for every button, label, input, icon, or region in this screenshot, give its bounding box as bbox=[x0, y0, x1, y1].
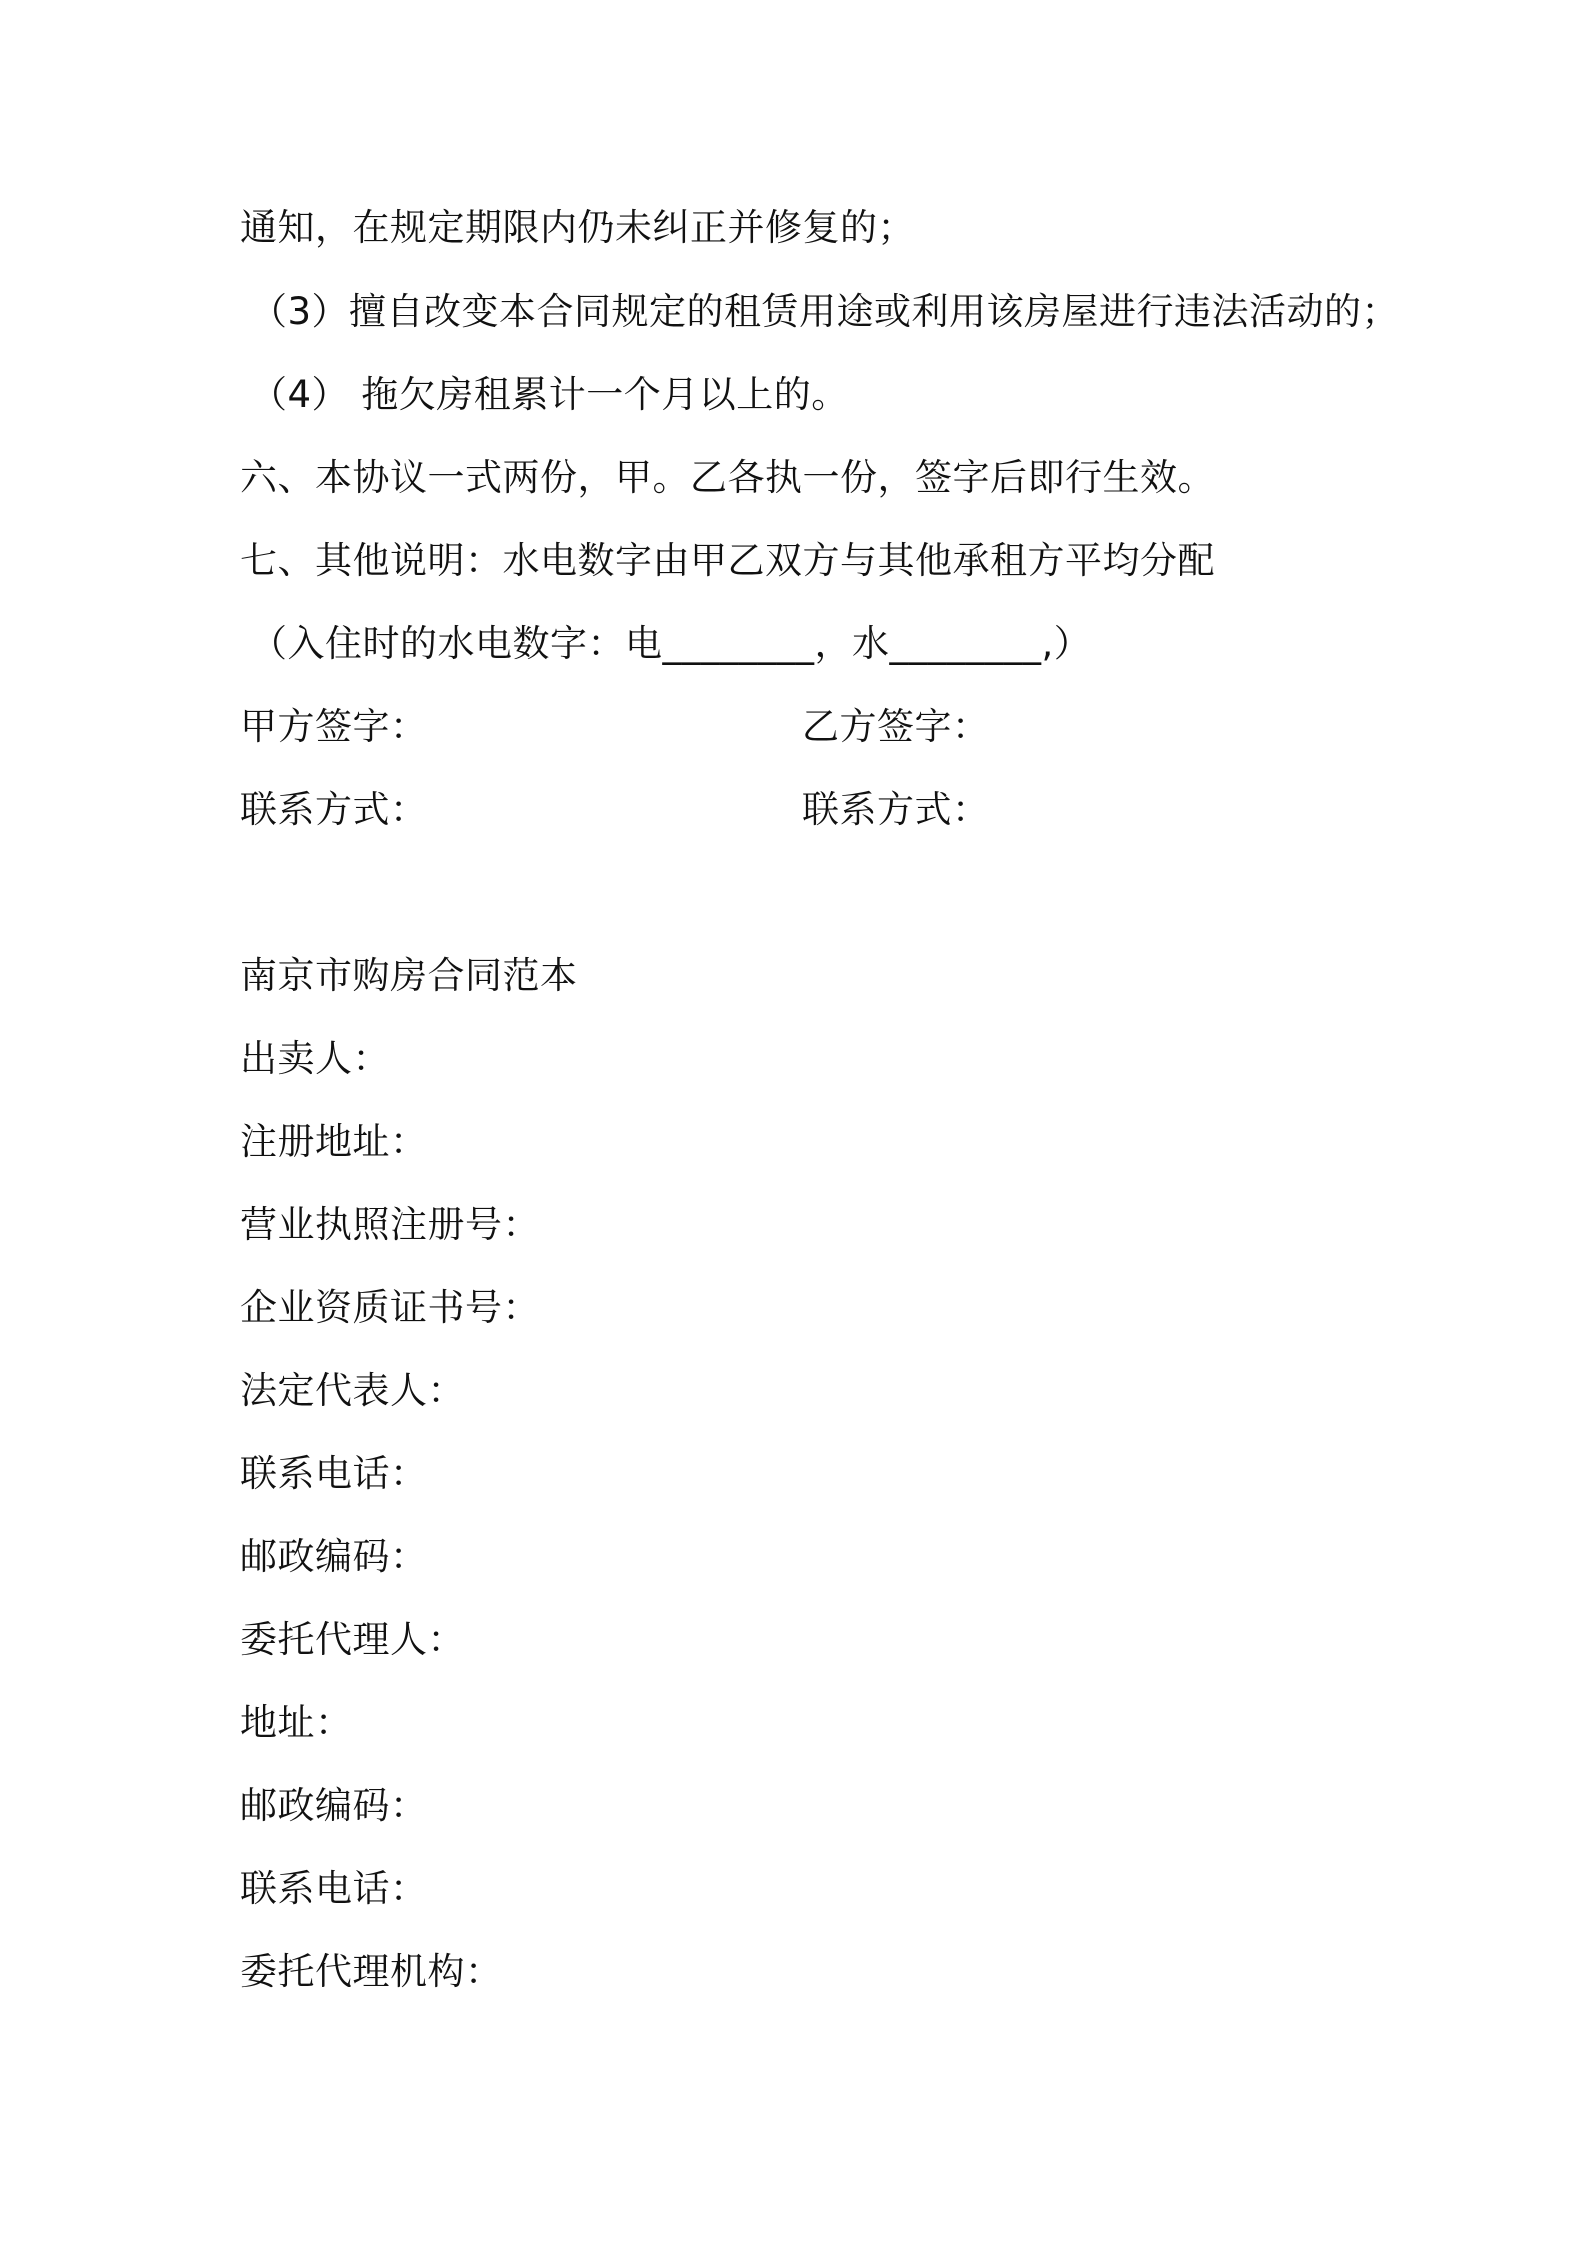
field-qualification-cert-no: 企业资质证书号： bbox=[240, 1286, 540, 1329]
field-agency: 委托代理机构： bbox=[240, 1950, 503, 1993]
contract-title: 南京市购房合同范本 bbox=[240, 954, 578, 997]
meter-reading-note: （入住时的水电数字：电________，水________,） bbox=[250, 622, 1092, 665]
field-phone-2: 联系电话： bbox=[240, 1867, 428, 1910]
continuation-line: 通知，在规定期限内仍未纠正并修复的； bbox=[240, 206, 915, 249]
clause-7: 七、其他说明：水电数字由甲乙双方与其他承租方平均分配 bbox=[240, 539, 1215, 582]
field-registered-address: 注册地址： bbox=[240, 1120, 428, 1163]
field-postal-code: 邮政编码： bbox=[240, 1535, 428, 1578]
party-a-contact-label: 联系方式： bbox=[240, 788, 428, 831]
field-business-license-no: 营业执照注册号： bbox=[240, 1203, 540, 1246]
clause-item-3: （3）擅自改变本合同规定的租赁用途或利用该房屋进行违法活动的； bbox=[250, 290, 1400, 333]
field-authorized-agent: 委托代理人： bbox=[240, 1618, 465, 1661]
party-a-signature-label: 甲方签字： bbox=[240, 705, 428, 748]
field-seller: 出卖人： bbox=[240, 1037, 390, 1080]
party-b-contact-label: 联系方式： bbox=[802, 788, 990, 831]
clause-6: 六、本协议一式两份，甲。乙各执一份，签字后即行生效。 bbox=[240, 456, 1215, 499]
field-phone: 联系电话： bbox=[240, 1452, 428, 1495]
field-legal-representative: 法定代表人： bbox=[240, 1369, 465, 1412]
field-address: 地址： bbox=[240, 1701, 353, 1744]
party-b-signature-label: 乙方签字： bbox=[802, 705, 990, 748]
field-postal-code-2: 邮政编码： bbox=[240, 1784, 428, 1827]
clause-item-4: （4） 拖欠房租累计一个月以上的。 bbox=[250, 373, 849, 416]
